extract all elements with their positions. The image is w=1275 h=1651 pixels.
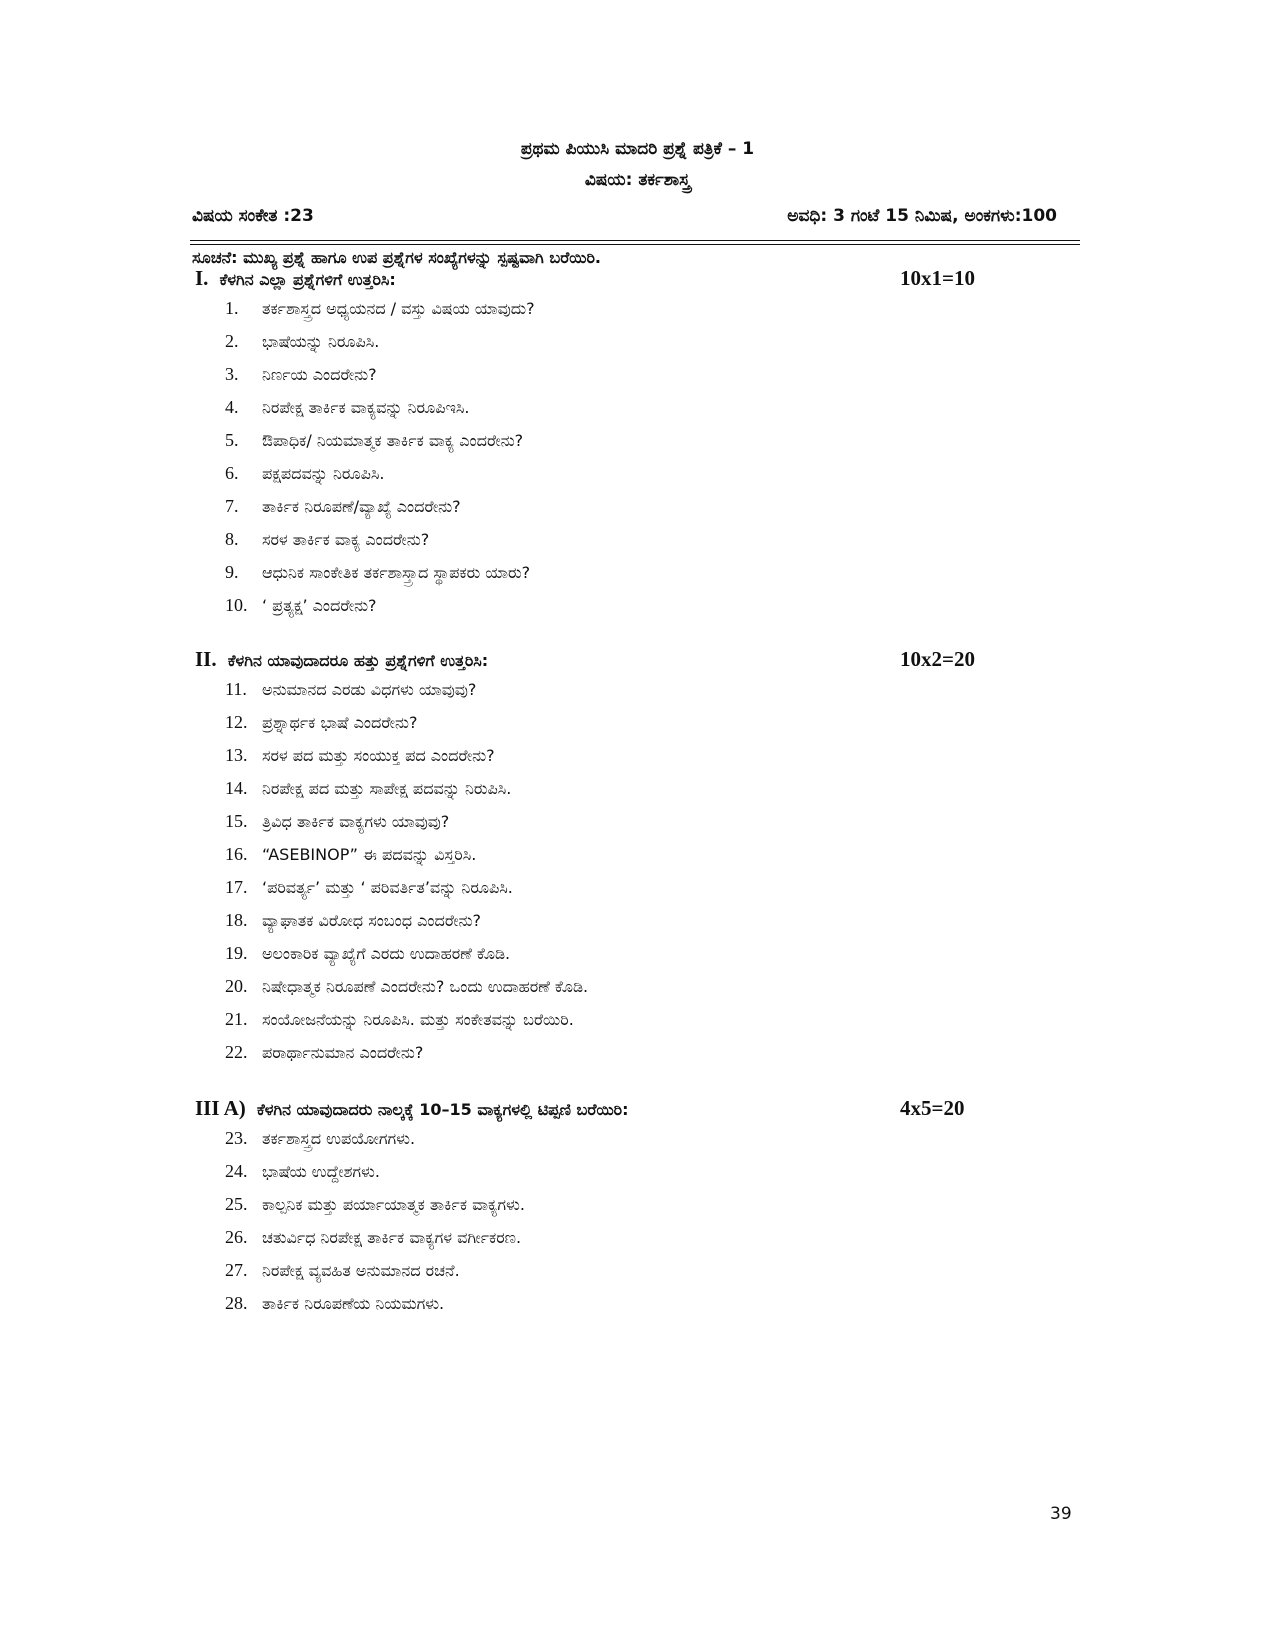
question-text: ವ್ಯಾಘಾತಕ ವಿರೋಧ ಸಂಬಂಧ ಎಂದರೇನು?	[262, 911, 482, 930]
question-text: ಸರಳ ಪದ ಮತ್ತು ಸಂಯುಕ್ತ ಪದ ಎಂದರೇನು?	[262, 746, 495, 765]
section-header	[195, 647, 995, 677]
section-title: ಕೆಳಗಿನ ಯಾವುದಾದರೂ ಹತ್ತು ಪ್ರಶ್ನೆಗಳಿಗೆ ಉತ್ತರಿಸಿ:	[227, 651, 489, 670]
question-number: 8.	[225, 529, 239, 549]
question-number: 20.	[225, 976, 248, 996]
section-marks: 10x2=20	[900, 647, 975, 671]
question-text: ಔಪಾಧಿಕ/ ನಿಯಮಾತ್ಮಕ ತಾರ್ಕಿಕ ವಾಕ್ಯ ಎಂದರೇನು?	[262, 431, 524, 450]
question-text: ಅಲಂಕಾರಿಕ ವ್ಯಾಖ್ಯೆಗೆ ಎರದು ಉದಾಹರಣೆ ಕೊಡಿ.	[262, 944, 511, 963]
question-number: 23.	[225, 1128, 248, 1148]
question	[195, 395, 995, 428]
question	[195, 428, 995, 461]
section-header	[195, 1096, 995, 1126]
question-number: 19.	[225, 943, 248, 963]
question-text: ಸರಳ ತಾರ್ಕಿಕ ವಾಕ್ಯ ಎಂದರೇನು?	[262, 530, 430, 549]
question	[195, 1159, 995, 1192]
question-number: 6.	[225, 463, 239, 483]
question	[195, 743, 995, 776]
question-number: 26.	[225, 1227, 248, 1247]
question-number: 2.	[225, 331, 239, 351]
question-text: ನಿರಪೇಕ್ಷ ವ್ಯವಹಿತ ಅನುಮಾನದ ರಚನೆ.	[262, 1261, 460, 1280]
section-1	[195, 266, 995, 626]
question	[195, 1258, 995, 1291]
question-text: ಚತುರ್ವಿಧ ನಿರಪೇಕ್ಷ ತಾರ್ಕಿಕ ವಾಕ್ಯಗಳ ವರ್ಗೀಕರಣ.	[262, 1228, 522, 1247]
question	[195, 875, 995, 908]
question-text: ‘ ಪ್ರತ್ಯಕ್ಷ’ ಎಂದರೇನು?	[262, 596, 377, 615]
question	[195, 941, 995, 974]
question-number: 16.	[225, 844, 248, 864]
question-number: 27.	[225, 1260, 248, 1280]
question-text: ‘ಪರಿವರ್ತ್ಯ’ ಮತ್ತು ‘ ಪರಿವರ್ತಿತ’ವನ್ನು ನಿರೂಪಿಸಿ.	[262, 878, 513, 897]
question-text: ತ್ರಿವಿಧ ತಾರ್ಕಿಕ ವಾಕ್ಯಗಳು ಯಾವುವು?	[262, 812, 450, 831]
question-number: 14.	[225, 778, 248, 798]
question	[195, 362, 995, 395]
question	[195, 296, 995, 329]
question	[195, 1192, 995, 1225]
section-header	[195, 266, 995, 296]
question	[195, 1291, 995, 1324]
question-number: 1.	[225, 298, 239, 318]
question-text: “ASEBINOP” ಈ ಪದವನ್ನು ವಿಸ್ತರಿಸಿ.	[262, 845, 477, 864]
question-number: 4.	[225, 397, 239, 417]
question-text: ಅನುಮಾನದ ಎರಡು ವಿಧಗಳು ಯಾವುವು?	[262, 680, 477, 699]
question-text: ನಿರಪೇಕ್ಷ ಪದ ಮತ್ತು ಸಾಪೇಕ್ಷ ಪದವನ್ನು ನಿರುಪಿಸಿ.	[262, 779, 512, 798]
question-number: 11.	[225, 679, 247, 699]
question-text: ತರ್ಕಶಾಸ್ತ್ರದ ಅಧ್ಯಯನದ / ವಸ್ತು ವಿಷಯ ಯಾವುದು?	[262, 299, 535, 318]
question-text: ನಿಷೇಧಾತ್ಮಕ ನಿರೂಪಣೆ ಎಂದರೇನು? ಒಂದು ಉದಾಹರಣೆ ಕೊಡಿ.	[262, 977, 589, 996]
question-number: 28.	[225, 1293, 248, 1313]
instruction: ಸೂಚನೆ: ಮುಖ್ಯ ಪ್ರಶ್ನೆ ಹಾಗೂ ಉಪ ಪ್ರಶ್ನೆಗಳ ಸಂಖ್ಯೆಗಳನ್ನು ಸ್ಪಷ್ಟವಾಗಿ ಬರೆಯಿರಿ.	[192, 248, 602, 267]
question-text: ಭಾಷೆಯ ಉದ್ದೇಶಗಳು.	[262, 1162, 380, 1181]
section-marks: 10x1=10	[900, 266, 975, 290]
question	[195, 842, 995, 875]
section-title: ಕೆಳಗಿನ ಎಲ್ಲಾ ಪ್ರಶ್ನೆಗಳಿಗೆ ಉತ್ತರಿಸಿ:	[219, 270, 396, 289]
question-number: 7.	[225, 496, 239, 516]
question	[195, 776, 995, 809]
question-number: 18.	[225, 910, 248, 930]
question	[195, 1126, 995, 1159]
question	[195, 527, 995, 560]
question-text: ತಾರ್ಕಿಕ ನಿರೂಪಣೆ/ವ್ಯಾಖ್ಯೆ ಎಂದರೇನು?	[262, 497, 461, 516]
question-number: 25.	[225, 1194, 248, 1214]
section-3a	[195, 1096, 995, 1324]
question-number: 10.	[225, 595, 248, 615]
paper-subject: ವಿಷಯ: ತರ್ಕಶಾಸ್ತ್ರ	[584, 170, 691, 190]
question-text: ಪರಾರ್ಥಾನುಮಾನ ಎಂದರೇನು?	[262, 1043, 424, 1062]
question	[195, 1007, 995, 1040]
question	[195, 974, 995, 1007]
question-number: 24.	[225, 1161, 248, 1181]
question-text: ಪಕ್ಷಪದವನ್ನು ನಿರೂಪಿಸಿ.	[262, 464, 385, 483]
question-text: ತರ್ಕಶಾಸ್ತ್ರದ ಉಪಯೋಗಗಳು.	[262, 1129, 416, 1148]
question-text: ಭಾಷೆಯನ್ನು ನಿರೂಪಿಸಿ.	[262, 332, 380, 351]
question	[195, 1040, 995, 1073]
page-number: 39	[1050, 1504, 1072, 1524]
question	[195, 1225, 995, 1258]
question-number: 22.	[225, 1042, 248, 1062]
question	[195, 329, 995, 362]
question	[195, 494, 995, 527]
question	[195, 560, 995, 593]
section-2	[195, 647, 995, 1073]
question-number: 3.	[225, 364, 239, 384]
question	[195, 809, 995, 842]
question-text: ನಿರ್ಣಯ ಎಂದರೇನು?	[262, 365, 377, 384]
question-text: ಕಾಲ್ಪನಿಕ ಮತ್ತು ಪರ್ಯಾಯಾತ್ಮಕ ತಾರ್ಕಿಕ ವಾಕ್ಯಗಳು.	[262, 1195, 525, 1214]
header-divider	[190, 240, 1080, 241]
question-number: 15.	[225, 811, 248, 831]
paper-title: ಪ್ರಥಮ ಪಿಯುಸಿ ಮಾದರಿ ಪ್ರಶ್ನೆ ಪತ್ರಿಕೆ – 1	[520, 139, 755, 159]
question-number: 17.	[225, 877, 248, 897]
question-number: 12.	[225, 712, 248, 732]
section-marks: 4x5=20	[900, 1096, 965, 1120]
question	[195, 710, 995, 743]
section-title: ಕೆಳಗಿನ ಯಾವುದಾದರು ನಾಲ್ಕಕ್ಕೆ 10–15 ವಾಕ್ಯಗಳಲ್ಲಿ ಟಿಪ್ಪಣಿ ಬರೆಯಿರಿ:	[256, 1100, 629, 1119]
question-text: ಪ್ರಶ್ನಾರ್ಥಕ ಭಾಷೆ ಎಂದರೇನು?	[262, 713, 418, 732]
duration-and-marks: ಅವಧಿ: 3 ಗಂಟೆ 15 ನಿಮಿಷ, ಅಂಕಗಳು:100	[787, 206, 1057, 226]
question-text: ಆಧುನಿಕ ಸಾಂಕೇತಿಕ ತರ್ಕಶಾಸ್ತ್ರಾದ ಸ್ಥಾಪಕರು ಯಾರು?	[262, 563, 531, 582]
question-text: ಸಂಯೋಜನೆಯನ್ನು ನಿರೂಪಿಸಿ. ಮತ್ತು ಸಂಕೇತವನ್ನು ಬರೆಯಿರಿ.	[262, 1010, 574, 1029]
subject-code: ವಿಷಯ ಸಂಕೇತ :23	[192, 206, 314, 226]
question-number: 9.	[225, 562, 239, 582]
question-number: 5.	[225, 430, 239, 450]
question	[195, 593, 995, 626]
question	[195, 908, 995, 941]
question-number: 13.	[225, 745, 248, 765]
question-text: ನಿರಪೇಕ್ಷ ತಾರ್ಕಿಕ ವಾಕ್ಯವನ್ನು ನಿರೂಪಿಇಸಿ.	[262, 398, 470, 417]
question	[195, 461, 995, 494]
section-number: II.	[195, 647, 217, 671]
section-number: III A)	[195, 1096, 246, 1120]
question-text: ತಾರ್ಕಿಕ ನಿರೂಪಣೆಯ ನಿಯಮಗಳು.	[262, 1294, 445, 1313]
header-divider	[190, 244, 1080, 245]
question-number: 21.	[225, 1009, 248, 1029]
question	[195, 677, 995, 710]
section-number: I.	[195, 266, 209, 290]
